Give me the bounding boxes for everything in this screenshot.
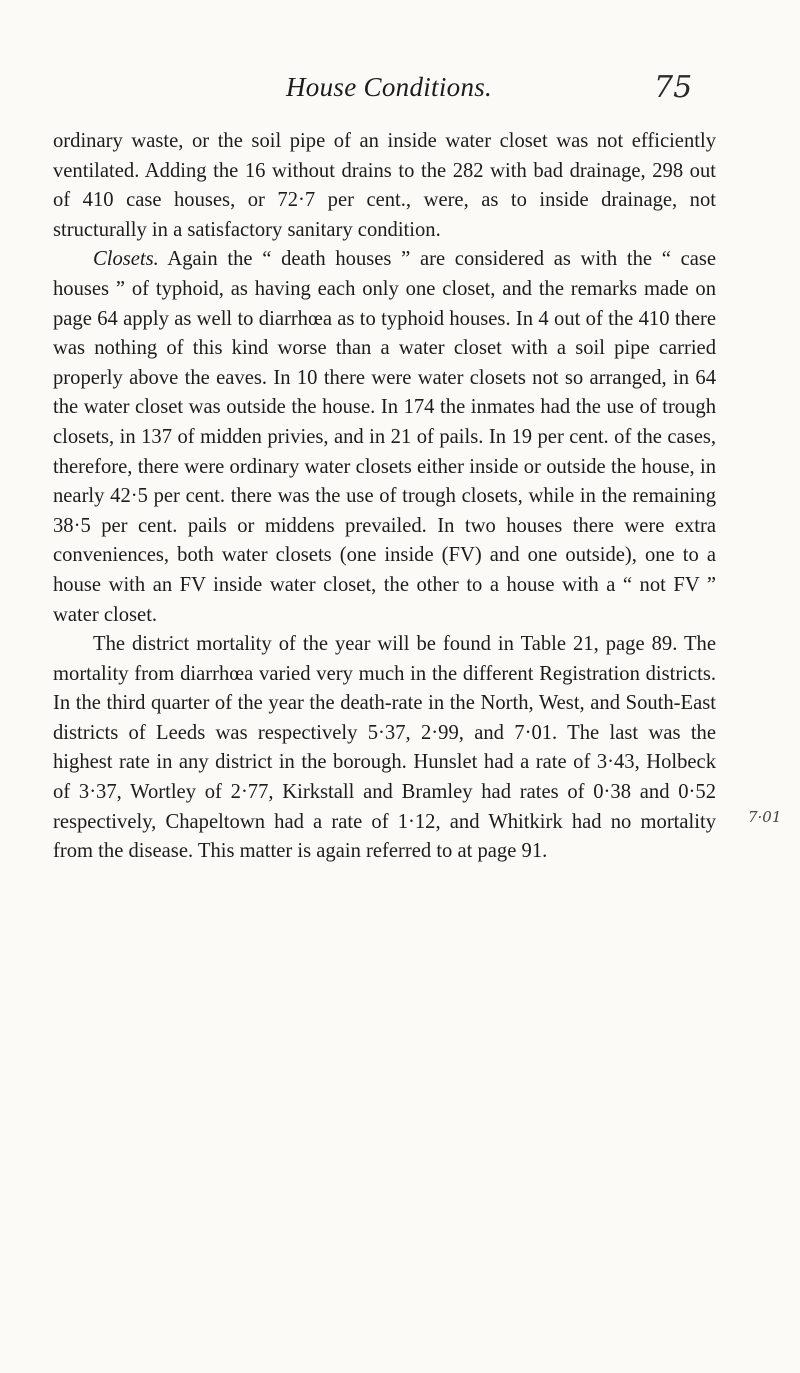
paragraph-closets-lead: Closets. (93, 248, 159, 271)
paragraph-drainage: ordinary waste, or the soil pipe of an inside water closet was not efficiently ventilated. Adding the 16 without drains to the 282 with bad drainage, 298 out of 410 case houses, or 72·7 per cent., were, as to inside drainage, not structurally in a satisfactory sanitary condition. (53, 130, 716, 241)
body-text (53, 127, 716, 867)
paragraph-mortality: The district mortality of the year will be found in Table 21, page 89. The mortality from diarrhœa varied very much in the different Registration districts. In the third quarter of the year the death-rate in the North, West, and South-East districts of Leeds was respectively 5·37, 2·99, and 7·01. The last was the highest rate in any district in the borough. Hunslet had a rate of 3·43, Holbeck of 3·37, Wortley of 2·77, Kirkstall and Bramley had rates of 0·38 and 0·52 respectively, Chapeltown had a rate of 1·12, and Whitkirk had no mortality from the disease. This matter is again referred to at page 91. (53, 633, 716, 863)
page-number: 75 (654, 70, 693, 105)
handwritten-margin-note: 7·01 (748, 808, 782, 826)
page-header (0, 72, 800, 112)
paragraph-closets (53, 245, 716, 630)
running-title: House Conditions. (286, 72, 493, 102)
paragraph-closets-text: Again the “ death houses ” are considered as with the “ case houses ” of typhoid, as having each only one closet, and the remarks made on page 64 apply as well to diarrhœa as to typhoid houses. In 4 out of the 410 there was nothing of this kind worse than a water closet with a soil pipe carried properly above the eaves. In 10 there were water closets not so arranged, in 64 the water closet was outside the house. In 174 the inmates had the use of trough closets, in 137 of midden privies, and in 21 of pails. In 19 per cent. of the cases, therefore, there were ordinary water closets either inside or outside the house, in nearly 42·5 per cent. there was the use of trough closets, while in the remaining 38·5 per cent. pails or middens prevailed. In two houses there were extra conveniences, both water closets (one inside (FV) and one outside), one to a house with an FV inside water closet, the other to a house with a “ not FV ” water closet. (53, 248, 716, 626)
